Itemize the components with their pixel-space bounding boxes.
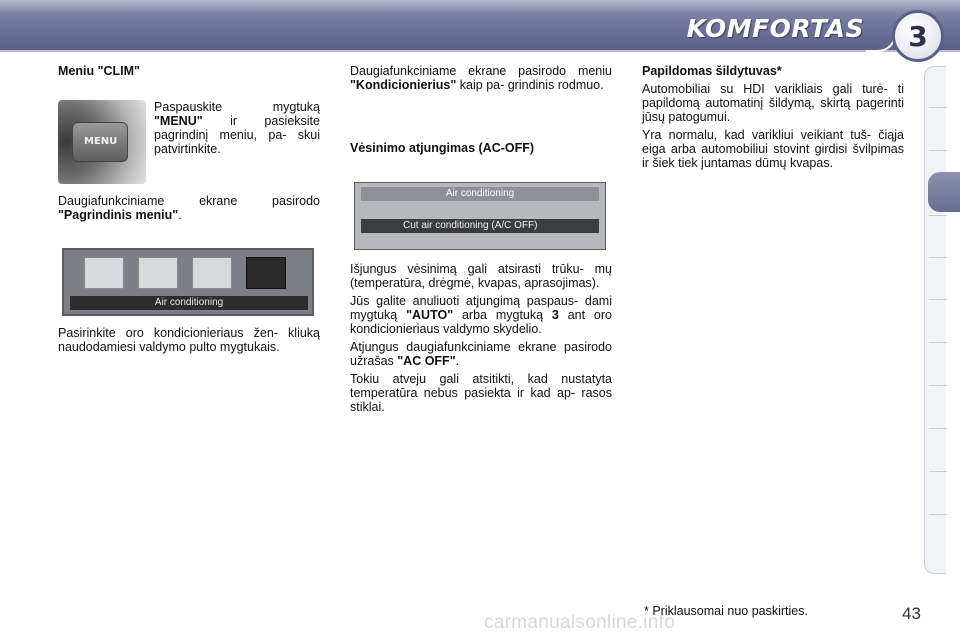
side-tab-divider: [929, 342, 947, 343]
side-tab-divider: [929, 514, 947, 515]
key-auto: "AUTO": [406, 308, 454, 322]
side-tab-divider: [929, 150, 947, 151]
ac-off-paragraph-4: Tokiu atveju gali atsitikti, kad nustatyta temperatūra nebus pasiekta ir kad ap- rasos stiklai.: [350, 372, 612, 414]
audio-icon: [84, 257, 124, 289]
column-middle: [350, 64, 612, 92]
main-menu-screen-image: [62, 248, 314, 316]
section-heading-clim-menu: Meniu "CLIM": [58, 64, 140, 78]
ac-off-screen-image: [354, 182, 606, 250]
section-heading-auxiliary-heater: Papildomas šildytuvas*: [642, 64, 782, 78]
text-run: arba mygtuką: [453, 308, 552, 322]
side-tab-divider: [929, 428, 947, 429]
side-tab-rail: [924, 66, 946, 574]
press-menu-instruction: [154, 100, 320, 156]
key-menu: "MENU": [154, 114, 203, 128]
text-run: Daugiafunkciniame ekrane pasirodo: [58, 194, 320, 208]
heater-paragraph-2: Yra normalu, kad varikliui veikiant tuš- čiąja eiga arba automobiliui stovint girdisi švilpimas ir šiek tiek juntamas dūmų kvapas.: [642, 128, 904, 170]
watermark: carmanualsonline.info: [484, 612, 676, 633]
select-ac-text: Pasirinkite oro kondicionieriaus žen- kliuką naudodamiesi valdymo pulto mygtukais.: [58, 326, 320, 354]
main-menu-text: [58, 194, 320, 222]
footnote: * Priklausomai nuo paskirties.: [644, 604, 808, 618]
page-header: [0, 0, 960, 52]
column-left: [58, 64, 320, 78]
side-tab-divider: [929, 385, 947, 386]
phone-icon: [138, 257, 178, 289]
key-ac-off: "AC OFF": [397, 354, 456, 368]
side-tab-divider: [929, 299, 947, 300]
ac-off-body: [350, 262, 612, 414]
ac-off-paragraph-3: [350, 340, 612, 368]
ac-off-paragraph-2: [350, 294, 612, 336]
text-run: Daugiafunkciniame ekrane pasirodo meniu: [350, 64, 612, 78]
text-run: Atjungus daugiafunkciniame ekrane pasirodo užrašas: [350, 340, 612, 368]
key-3: 3: [551, 308, 559, 322]
header-shine: [0, 0, 960, 14]
ac-off-heading-block: [350, 141, 612, 155]
text-run: Paspauskite mygtuką: [154, 100, 320, 114]
text-run: ant oro kondicionieriaus valdymo skydelio.: [350, 308, 612, 336]
side-tab-divider: [929, 471, 947, 472]
side-tab-divider: [929, 257, 947, 258]
ac-menu-intro: [350, 64, 612, 92]
side-tab-divider: [929, 107, 947, 108]
menu-button-label: MENU: [84, 136, 118, 147]
key-kondicionierius: "Kondicionierius": [350, 78, 457, 92]
text-run: kaip pa- grindinis rodmuo.: [456, 78, 604, 92]
side-tab-chapter-3[interactable]: [928, 172, 960, 212]
text-run: Jūs galite anuliuoti atjungimą paspaus- dami mygtuką: [350, 294, 612, 322]
main-menu-display-note: [58, 194, 320, 222]
chapter-title: KOMFORTAS: [686, 14, 864, 43]
key-main-menu: "Pagrindinis meniu": [58, 208, 179, 222]
column-right: [642, 64, 904, 170]
press-menu-text: [154, 100, 320, 156]
screen-menu-bar: Air conditioning: [70, 296, 308, 310]
screen-selected-item: Cut air conditioning (A/C OFF): [361, 219, 599, 233]
text-run: ir pasieksite pagrindinį meniu, pa- skui patvirtinkite.: [154, 114, 320, 156]
chapter-number-badge: 3: [892, 10, 944, 62]
select-ac-instruction: [58, 326, 320, 354]
text-run: .: [178, 208, 182, 222]
screen-title-bar: Air conditioning: [361, 187, 599, 201]
side-tab-divider: [929, 215, 947, 216]
page-number: 43: [902, 604, 921, 623]
air-conditioning-icon: [246, 257, 286, 289]
ac-off-paragraph-1: Išjungus vėsinimą gali atsirasti trūku- mų (temperatūra, drėgmė, kvapas, aprasojimas).: [350, 262, 612, 290]
settings-sliders-icon: [192, 257, 232, 289]
section-heading-ac-off: Vėsinimo atjungimas (AC-OFF): [350, 141, 535, 155]
heater-paragraph-1: Automobiliai su HDI varikliais gali turė- ti papildomą automatinį šildymą, skirtą pagerinti jūsų patogumui.: [642, 82, 904, 124]
menu-button-photo: [58, 100, 146, 184]
text-run: .: [455, 354, 460, 368]
